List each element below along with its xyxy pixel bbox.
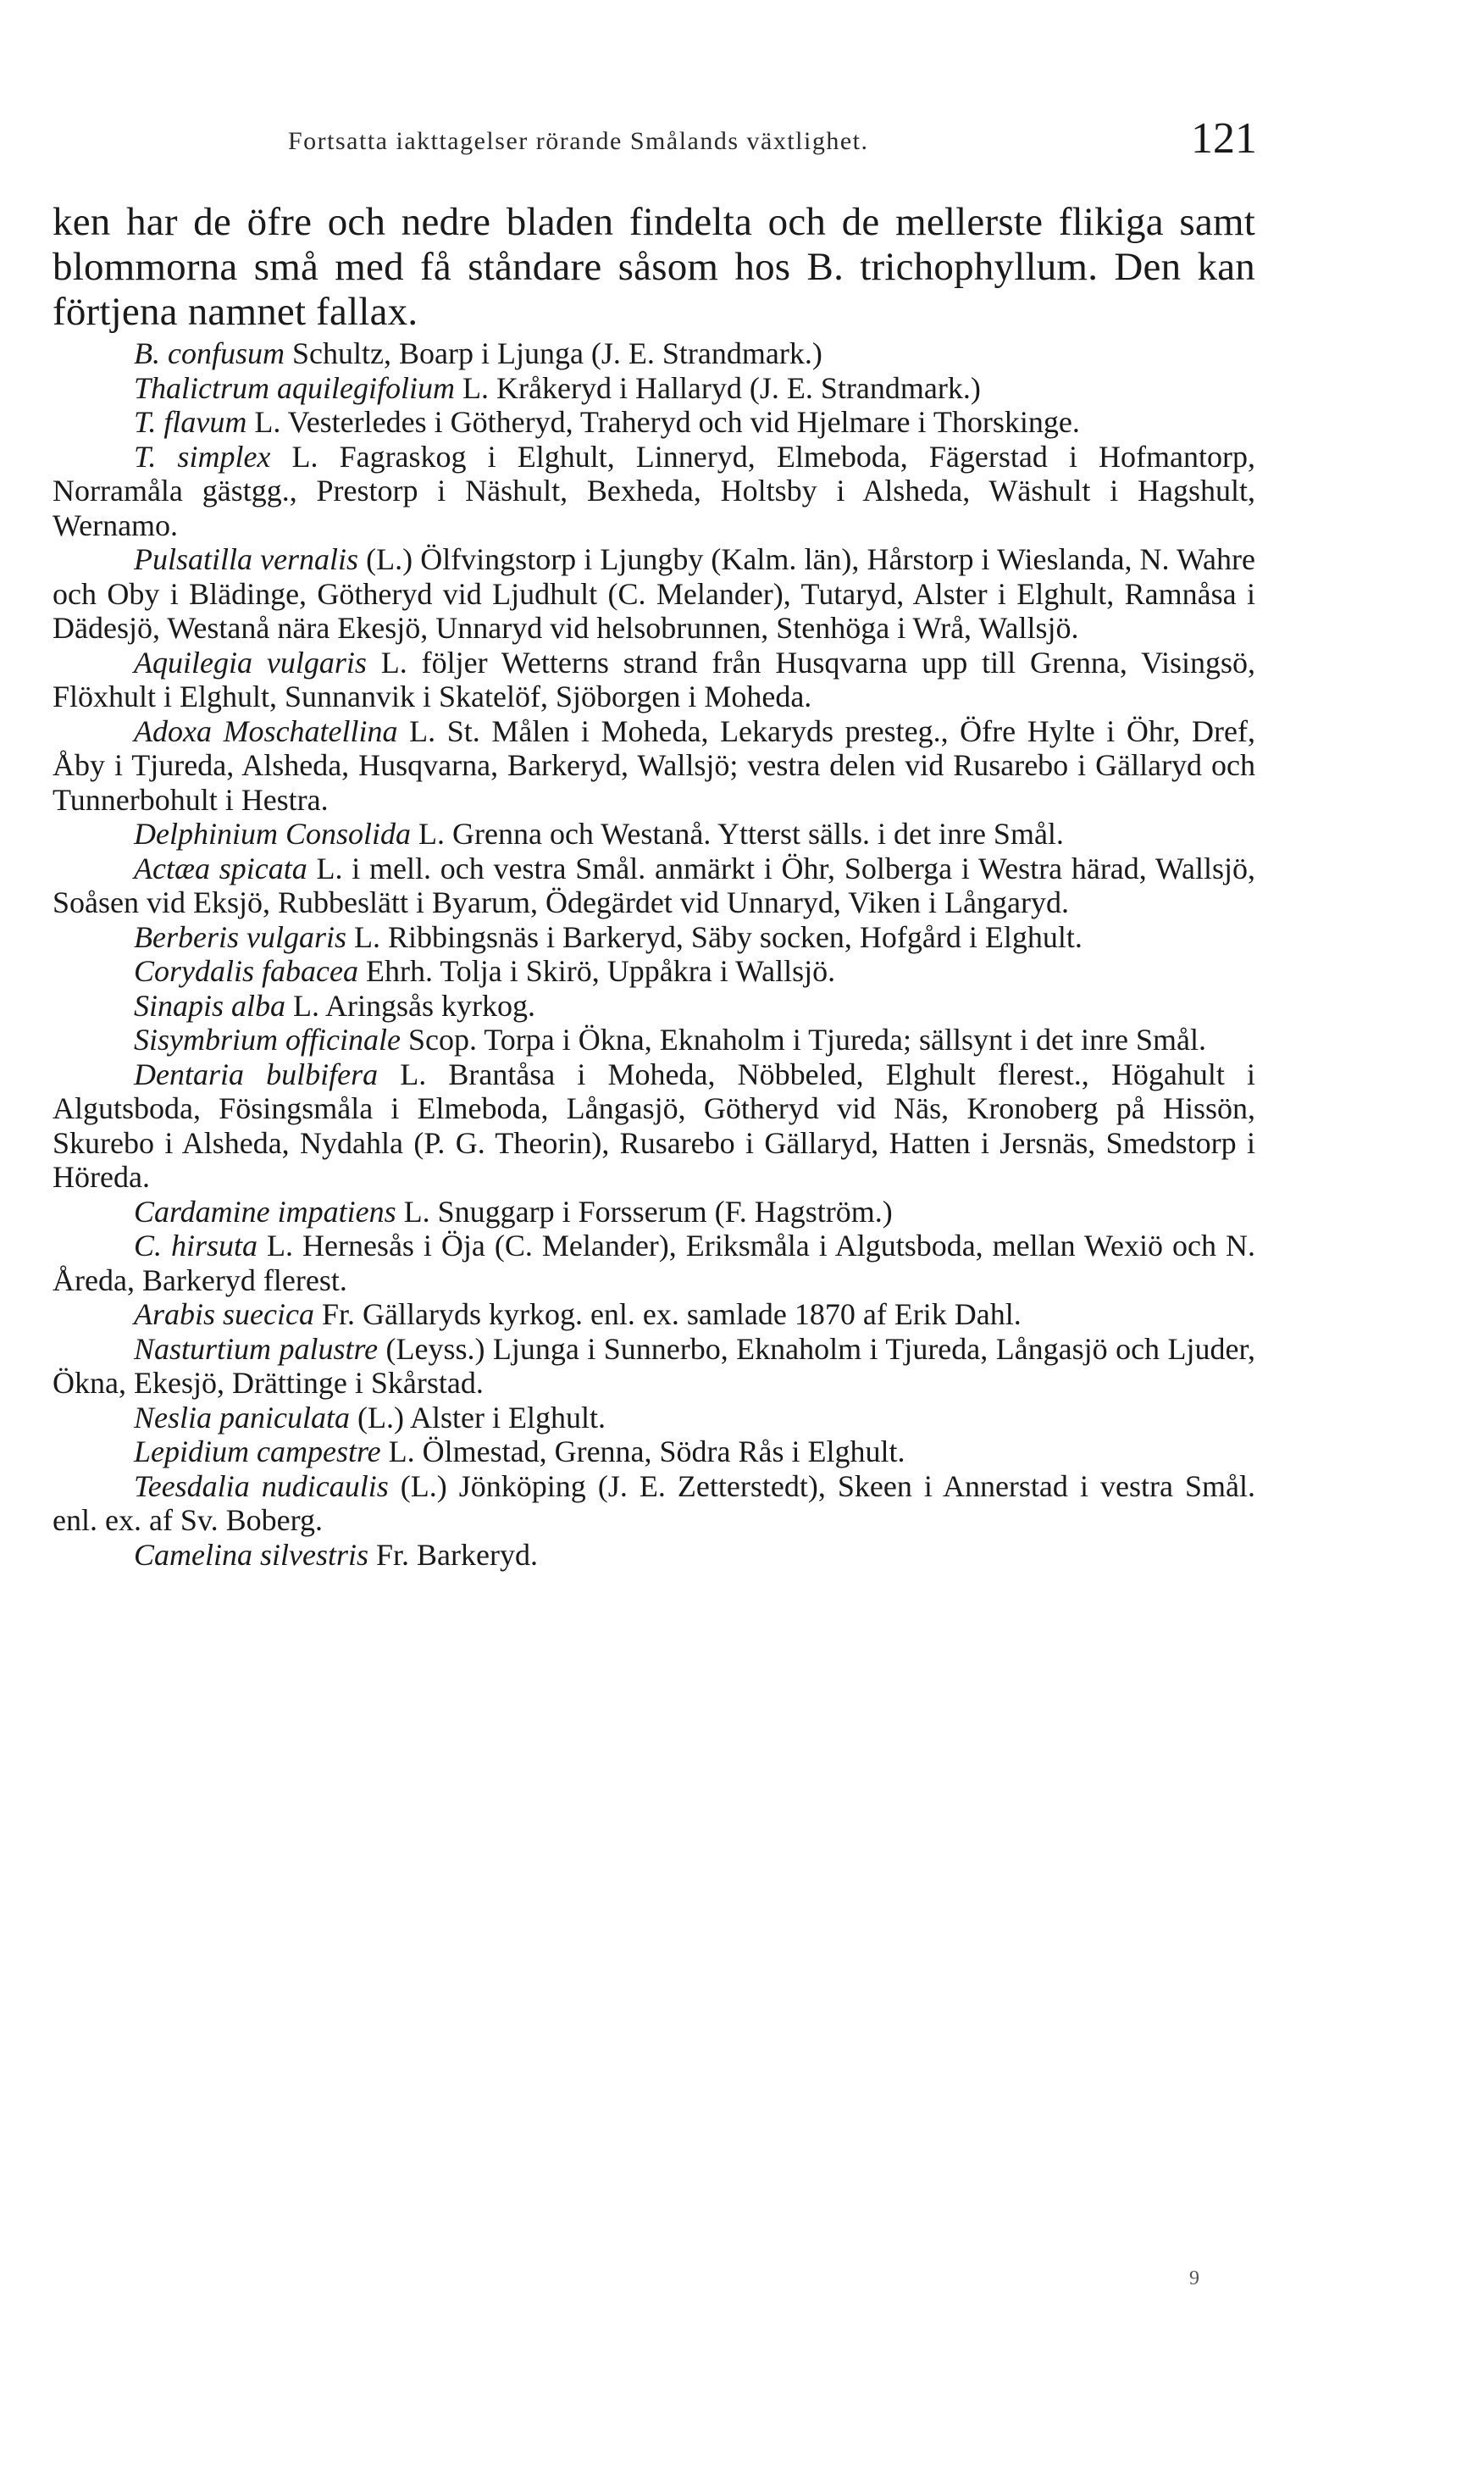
species-entry [53,1332,1255,1401]
species-entry [53,989,1255,1024]
species-name: Pulsatilla vernalis [134,542,359,576]
species-localities: (L.) Jönköping (J. E. Zetterstedt), Skeen i Annerstad i vestra Smål. enl. ex. af Sv. Boberg. [53,1468,1255,1537]
species-name: Sisymbrium officinale [134,1023,401,1057]
species-name: Cardamine impatiens [134,1194,396,1229]
species-localities: (L.) Ölfvingstorp i Ljungby (Kalm. län), Hårstorp i Wieslanda, N. Wahre och Oby i Blädinge, Götheryd vid Ljudhult (C. Melander), Tutaryd, Alster i Elghult, Ramnåsa i Dädesjö, Westanå nära Ekesjö, Unnaryd vid helsobrunnen, Stenhöga i Wrå, Wallsjö. [53,542,1255,645]
species-entry [53,646,1255,714]
species-entry [53,1435,1255,1469]
species-localities: (L.) Alster i Elghult. [350,1400,606,1435]
species-name: Berberis vulgaris [134,919,346,954]
species-name: Neslia paniculata [134,1400,350,1435]
page-number: 121 [1191,114,1257,163]
species-localities: L. Ölmestad, Grenna, Södra Rås i Elghult. [380,1435,905,1468]
species-localities: L. i mell. och vestra Smål. anmärkt i Öhr, Solberga i Westra härad, Wallsjö, Soåsen vid Eksjö, Rubbeslätt i Byarum, Ödegärdet vid Unnaryd, Viken i Långaryd. [53,851,1255,919]
running-header [53,114,1257,176]
species-entry [53,1469,1255,1538]
signature-mark: 9 [1189,2267,1199,2289]
species-localities: L. Brantåsa i Moheda, Nöbbeled, Elghult flerest., Högahult i Algutsboda, Fösingsmåla i Elmeboda, Långasjö, Götheryd vid Näs, Kronoberg på Hissön, Skurebo i Alsheda, Nydahla (P. G. Theorin), Rusarebo i Gällaryd, Hatten i Jersnäs, Smedstorp i Höreda. [53,1057,1255,1194]
species-name: B. confusum [134,336,285,370]
body-text [53,200,1255,1572]
species-name: C. hirsuta [134,1229,258,1262]
species-name: Delphinium Consolida [134,817,412,851]
species-localities: L. Fagraskog i Elghult, Linneryd, Elmeboda, Fägerstad i Hofmantorp, Norramåla gästgg., Prestorp i Näshult, Bexheda, Holtsby i Alsheda, Wäshult i Hagshult, Wernamo. [53,439,1255,542]
species-localities: L. Kråkeryd i Hallaryd (J. E. Strandmark.) [455,370,981,405]
species-localities: L. St. Målen i Moheda, Lekaryds presteg., Öfre Hylte i Öhr, Dref, Åby i Tjureda, Alsheda, Husqvarna, Barkeryd, Wallsjö; vestra delen vid Rusarebo i Gällaryd och Tunnerbohult i Hestra. [53,713,1255,817]
species-entry [53,1229,1255,1297]
species-localities: Scop. Torpa i Ökna, Eknaholm i Tjureda; sällsynt i det inre Smål. [400,1023,1206,1057]
species-name: Adoxa Moschatellina [134,713,398,748]
species-entry [53,954,1255,989]
species-entry [53,1023,1255,1057]
species-name: Dentaria bulbifera [134,1057,379,1091]
species-entry [53,371,1255,406]
species-localities: L. Hernesås i Öja (C. Melander), Eriksmåla i Algutsboda, mellan Wexiö och N. Åreda, Barkeryd flerest. [53,1229,1255,1297]
species-name: T. simplex [134,439,271,474]
species-localities: Fr. Gällaryds kyrkog. enl. ex. samlade 1870 af Erik Dahl. [313,1297,1022,1331]
species-entry [53,440,1255,543]
species-localities: L. Grenna och Westanå. Ytterst sälls. i det inre Smål. [411,817,1064,851]
species-entry [53,1195,1255,1229]
species-entry [53,920,1255,955]
species-name: Nasturtium palustre [134,1331,379,1366]
species-localities: (Leyss.) Ljunga i Sunnerbo, Eknaholm i Tjureda, Långasjö och Ljuder, Ökna, Ekesjö, Drättinge i Skårstad. [53,1331,1255,1400]
species-entry [53,852,1255,920]
species-name: T. flavum [134,405,247,439]
species-localities: L. följer Wetterns strand från Husqvarna upp till Grenna, Visingsö, Flöxhult i Elghult, Sunnanvik i Skatelöf, Sjöborgen i Moheda. [53,645,1255,713]
species-entry [53,336,1255,371]
species-name: Camelina silvestris [134,1537,368,1572]
species-entry [53,1401,1255,1435]
species-name: Sinapis alba [134,988,286,1023]
species-localities: Fr. Barkeryd. [368,1537,538,1572]
species-localities: L. Ribbingsnäs i Barkeryd, Säby socken, Hofgård i Elghult. [346,919,1083,954]
species-name: Actæa spicata [134,851,307,885]
species-entry [53,405,1255,440]
species-localities: L. Snuggarp i Forsserum (F. Hagström.) [396,1194,893,1229]
species-localities: L. Aringsås kyrkog. [285,988,535,1023]
species-entry [53,1297,1255,1332]
species-localities: L. Vesterledes i Götheryd, Traheryd och vid Hjelmare i Thorskinge. [246,405,1080,439]
species-name: Thalictrum aquilegifolium [134,370,456,405]
species-localities: Ehrh. Tolja i Skirö, Uppåkra i Wallsjö. [357,954,836,988]
species-localities: Schultz, Boarp i Ljunga (J. E. Strandmark.) [284,336,822,370]
species-name: Corydalis fabacea [134,954,358,988]
species-name: Arabis suecica [134,1297,314,1331]
species-name: Lepidium campestre [134,1435,381,1468]
species-name: Teesdalia nudicaulis [134,1468,389,1503]
document-page [53,0,1255,2475]
lead-paragraph: ken har de öfre och nedre bladen findelta och de mellerste flikiga samt blommorna små med få ståndare såsom hos B. trichophyllum. Den kan förtjena namnet fallax. [53,200,1255,334]
species-entry [53,817,1255,852]
species-entry [53,714,1255,818]
running-title: Fortsatta iakttagelser rörande Smålands växtlighet. [288,127,869,155]
species-entry [53,542,1255,646]
species-name: Aquilegia vulgaris [134,645,367,680]
species-entry [53,1538,1255,1573]
species-entries [53,336,1255,1572]
species-entry [53,1057,1255,1195]
